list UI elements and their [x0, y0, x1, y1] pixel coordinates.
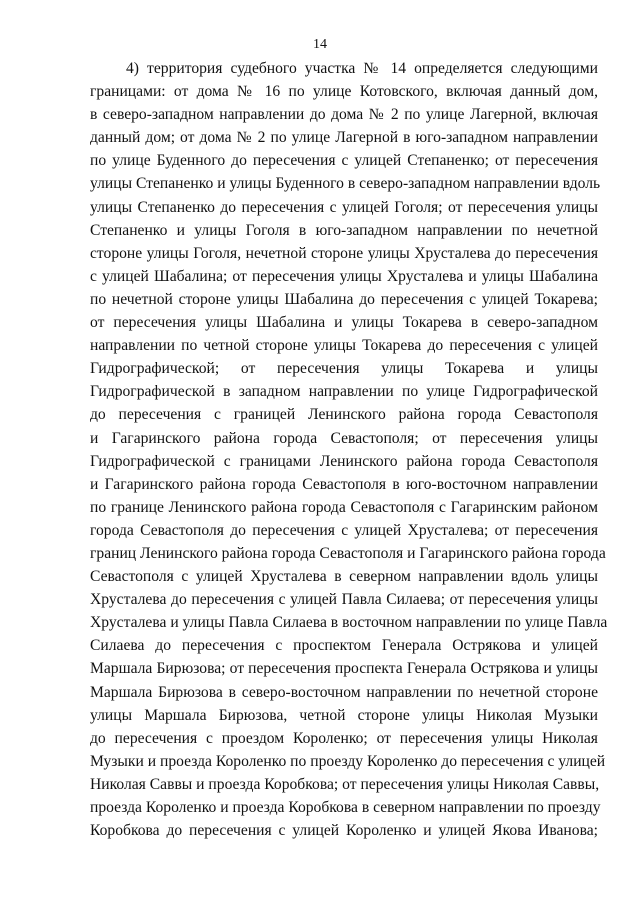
text-line: до пересечения с проездом Короленко; от пересечения улицы Николая [90, 729, 598, 747]
text-line: границами: от дома № 16 по улице Котовского, включая данный дом, [90, 83, 598, 101]
text-line: направлении по четной стороне улицы Токарева до пересечения с улицей [90, 337, 598, 355]
text-line: Степаненко и улицы Гоголя в юго-западном направлении по нечетной [90, 221, 598, 239]
text-line: улицы Степаненко до пересечения с улицей Гоголя; от пересечения улицы [90, 198, 598, 216]
text-line: Коробкова до пересечения с улицей Короленко и улицей Якова Иванова; [90, 822, 598, 840]
text-line: Гидрографической с границами Ленинского района города Севастополя [90, 452, 598, 470]
text-line: Хрусталева и улицы Павла Силаева в восточном направлении по улице Павла [90, 614, 608, 632]
text-line: проезда Короленко и проезда Коробкова в северном направлении по проезду [90, 799, 601, 816]
text-line: Севастополя с улицей Хрусталева в северном направлении вдоль улицы [90, 568, 598, 586]
text-line: Николая Саввы и проезда Коробкова; от пересечения улицы Николая Саввы, [90, 775, 600, 793]
text-line: до пересечения с границей Ленинского района города Севастополя [90, 406, 598, 424]
text-line: Хрусталева до пересечения с улицей Павла Силаева; от пересечения улицы [90, 591, 598, 609]
text-line: города Севастополя до пересечения с улицей Хрусталева; от пересечения [90, 521, 598, 539]
text-line: по нечетной стороне улицы Шабалина до пересечения с улицей Токарева; [90, 290, 598, 308]
text-line: Гидрографической в западном направлении по улице Гидрографической [90, 383, 598, 401]
text-line: и Гагаринского района города Севастополя в юго-восточном направлении [90, 475, 598, 493]
text-line: в северо-западном направлении до дома № 2 по улице Лагерной, включая [90, 106, 598, 124]
text-line: границ Ленинского района города Севастополя и Гагаринского района города [90, 544, 606, 562]
text-line: Маршала Бирюзова; от пересечения проспекта Генерала Острякова и улицы [90, 660, 598, 678]
text-line: по границе Ленинского района города Севастополя с Гагаринским районом [90, 498, 598, 516]
text-line: данный дом; от дома № 2 по улице Лагерной в юго-западном направлении [90, 129, 598, 147]
text-line: по улице Буденного до пересечения с улицей Степаненко; от пересечения [90, 152, 598, 170]
text-line: и Гагаринского района города Севастополя; от пересечения улицы [90, 429, 598, 447]
text-line: Музыки и проезда Короленко по проезду Короленко до пересечения с улицей [90, 752, 606, 770]
page-number: 14 [313, 37, 327, 52]
text-line: Силаева до пересечения с проспектом Генерала Острякова и улицей [90, 637, 598, 655]
text-line: улицы Маршала Бирюзова, четной стороне улицы Николая Музыки [90, 706, 598, 724]
text-line: 4) территория судебного участка № 14 определяется следующими [126, 60, 598, 77]
text-line: Маршала Бирюзова в северо-восточном направлении по нечетной стороне [90, 683, 598, 701]
text-line: улицы Степаненко и улицы Буденного в северо-западном направлении вдоль [90, 175, 601, 193]
text-line: Гидрографической; от пересечения улицы Токарева и улицы [90, 360, 598, 378]
text-line: от пересечения улицы Шабалина и улицы Токарева в северо-западном [90, 314, 598, 332]
paragraph-item-4 [90, 57, 608, 842]
text-line: с улицей Шабалина; от пересечения улицы Хрусталева и улицы Шабалина [90, 267, 598, 285]
text-line: стороне улицы Гоголя, нечетной стороне улицы Хрусталева до пересечения [90, 244, 598, 262]
